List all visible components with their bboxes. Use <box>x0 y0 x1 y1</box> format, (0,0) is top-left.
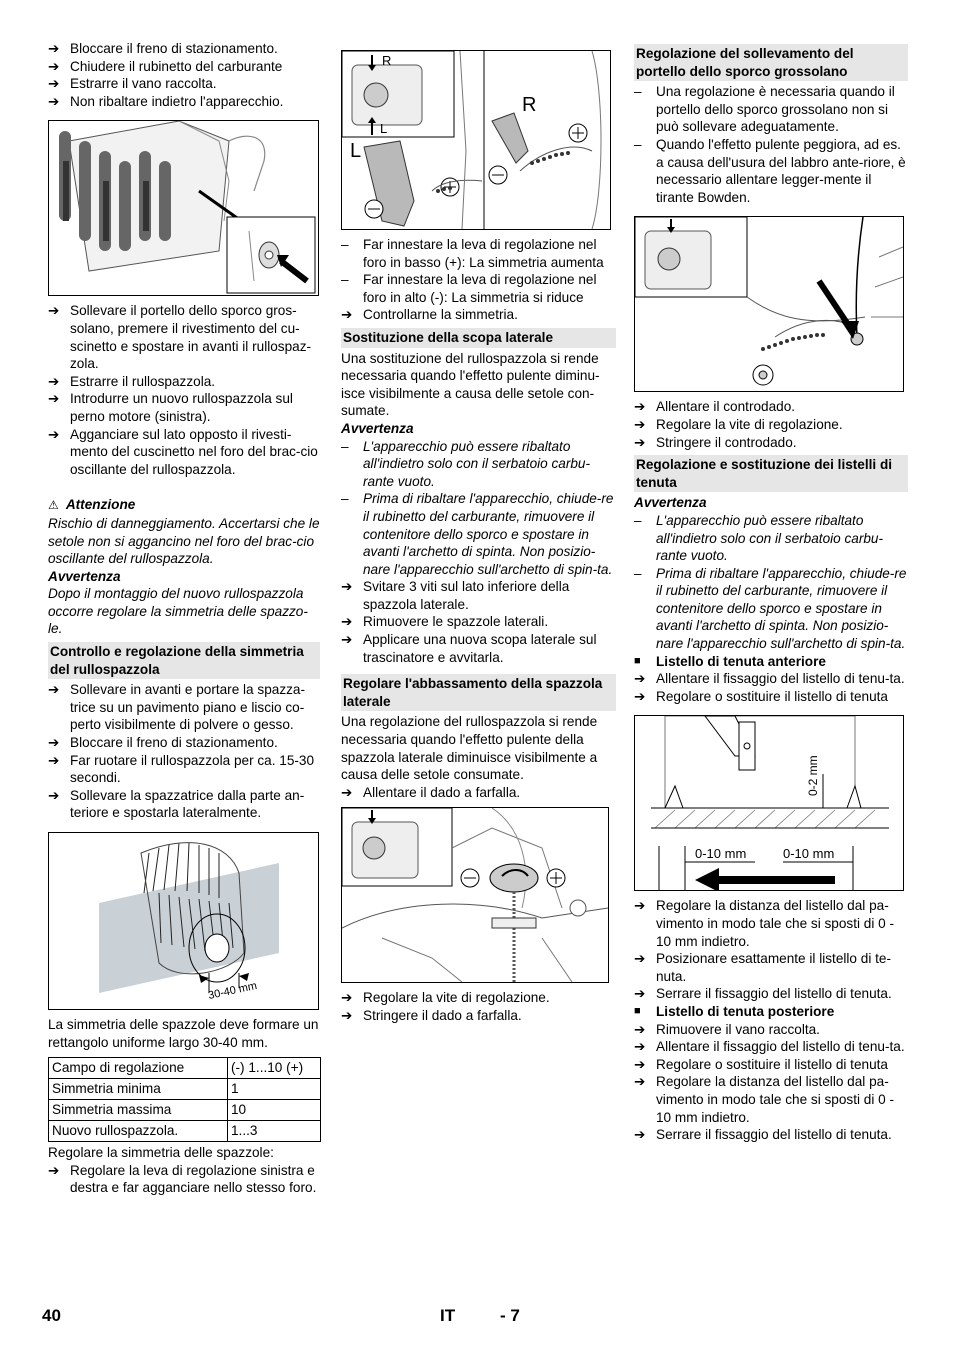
table-row: Nuovo rullospazzola. 1...3 <box>49 1121 321 1142</box>
arrow-icon: ➔ <box>48 303 60 319</box>
arrow-icon: ➔ <box>634 951 646 967</box>
arrow-icon: ➔ <box>634 671 646 687</box>
arrow-icon: ➔ <box>341 307 353 323</box>
figure-sealing-strip <box>634 715 904 891</box>
arrow-icon: ➔ <box>341 579 353 595</box>
section-heading: Sostituzione della scopa laterale <box>341 328 616 348</box>
figure-brush-symmetry <box>48 832 319 1010</box>
step-item: ➔ Regolare la leva di regolazione sinistra e destra e far agganciare nello stesso foro. <box>48 1162 317 1196</box>
arrow-icon: ➔ <box>48 41 60 56</box>
table-row: Campo di regolazione (-) 1...10 (+) <box>49 1058 321 1079</box>
arrow-icon: ➔ <box>48 93 60 109</box>
step-item: ➔ Rimuovere le spazzole laterali. <box>341 614 549 630</box>
dash-item: – Far innestare la leva di regolazione nel foro in basso (+): La simmetria aumenta <box>341 237 604 270</box>
arrow-icon: ➔ <box>341 1008 353 1023</box>
lever-label-l-large: L <box>350 140 362 162</box>
paragraph: La simmetria delle spazzole deve formare un rettangolo uniforme largo 30-40 mm. <box>48 1017 319 1050</box>
dash-item: – L'apparecchio può essere ribaltato all'indietro solo con il serbatoio carbu-rante vuoto. <box>634 512 884 564</box>
lever-label-l-small: L <box>380 121 388 136</box>
arrow-icon: ➔ <box>48 373 60 389</box>
step-item: ➔ Allentare il fissaggio del listello di tenu-ta. <box>634 1039 905 1055</box>
column-2 <box>341 40 616 1025</box>
arrow-icon: ➔ <box>341 632 353 648</box>
step-item: ➔ Allentare il dado a farfalla. <box>341 784 521 800</box>
arrow-icon: ➔ <box>341 784 353 800</box>
arrow-icon: ➔ <box>341 990 353 1006</box>
paragraph: Una sostituzione del rullospazzola si rende necessaria quando l'effetto pulente diminu-isce visibilmente a causa delle setole con-sumate. <box>341 350 600 419</box>
step-item: ➔ Regolare la distanza del listello dal pa-vimento in modo tale che si sposti di 0 - 10 mm indietro. <box>634 898 895 949</box>
arrow-icon: ➔ <box>634 434 646 450</box>
step-item: ➔ Regolare la vite di regolazione. <box>634 416 843 432</box>
front-offset-label: 0-10 mm <box>695 846 747 862</box>
dash-item: – Una regolazione è necessaria quando il portello dello sporco grossolano non si può sollevare adeguatamente. <box>634 84 895 135</box>
warning-text: Rischio di danneggiamento. Accertarsi che le setole non si aggancino nel foro del brac-cio oscillante del rullospazzola. <box>48 515 320 567</box>
rear-offset-label: 0-10 mm <box>783 846 835 862</box>
arrow-icon: ➔ <box>48 1162 60 1178</box>
step-item: ➔ Sollevare in avanti e portare la spazza-trice su un pavimento piano e liscio co-perto visibilmente di polvere o gesso. <box>48 682 305 733</box>
arrow-icon: ➔ <box>48 752 60 768</box>
arrow-icon: ➔ <box>48 426 60 442</box>
square-bullet-icon: ■ <box>634 654 641 667</box>
step-item: ➔ Controllarne la simmetria. <box>341 307 518 323</box>
arrow-icon: ➔ <box>48 787 60 803</box>
table-row: Simmetria minima 1 <box>49 1079 321 1100</box>
subheading-rear-strip: ■ Listello di tenuta posteriore <box>634 1004 835 1019</box>
step-item: ➔ Regolare la vite di regolazione. <box>341 990 550 1006</box>
arrow-icon: ➔ <box>634 688 646 704</box>
note-text: Dopo il montaggio del nuovo rullospazzola occorre regolare la simmetria delle spazzo-le. <box>48 586 308 637</box>
step-item: ➔ Bloccare il freno di stazionamento. <box>48 735 278 751</box>
arrow-icon: ➔ <box>48 76 60 92</box>
dash-item: – Prima di ribaltare l'apparecchio, chiude-re il rubinetto del carburante, rimuovere il contenitore dello sporco e spostare in avanti l'archetto di spinta. Non posizio-nare l'apparecchio sull'archetto di spin-ta. <box>634 565 907 652</box>
page-number: 40 <box>42 1306 61 1325</box>
figure-symmetry-levers <box>341 50 611 230</box>
arrow-icon: ➔ <box>48 391 60 407</box>
step-item: ➔ Regolare la distanza del listello dal pa-vimento in modo tale che si sposti di 0 - 10 mm indietro. <box>634 1074 895 1125</box>
square-bullet-icon: ■ <box>634 1005 641 1017</box>
step-item: ➔ Applicare una nuova scopa laterale sul trascinatore e avvitarla. <box>341 632 597 665</box>
language-code: IT <box>440 1306 456 1325</box>
arrow-icon: ➔ <box>634 1056 646 1072</box>
arrow-icon: ➔ <box>634 1021 646 1037</box>
figure-bowden-cable <box>634 216 904 392</box>
step-list-replace-roller <box>48 302 320 478</box>
dash-item: – Quando l'effetto pulente peggiora, ad es. a causa dell'usura del labbro ante-riore, è necessario allentare legger-mente il tirante Bowden. <box>634 136 906 205</box>
step-item: ➔ Chiudere il rubinetto del carburante <box>48 58 283 74</box>
arrow-icon: ➔ <box>634 898 646 914</box>
figure-side-brush-wingnut <box>341 807 609 983</box>
step-item: ➔ Posizionare esattamente il listello di te-nuta. <box>634 951 891 984</box>
step-item: ➔ Estrarre il rullospazzola. <box>48 373 216 389</box>
symmetry-width-label: 30-40 mm <box>207 979 259 1002</box>
floor-gap-label: 0-2 mm <box>806 755 820 797</box>
arrow-icon: ➔ <box>634 1127 646 1143</box>
step-item: ➔ Agganciare sul lato opposto il rivesti-mento del cuscinetto nel foro del brac-cio oscillante del rullospazzola. <box>48 426 318 477</box>
figure-roller-brush-removal <box>48 120 319 296</box>
step-item: ➔ Sollevare la spazzatrice dalla parte an-teriore e spostarla lateralmente. <box>48 787 305 821</box>
step-list-remove-tray <box>48 40 320 110</box>
section-heading: Regolare l'abbassamento della spazzola laterale <box>341 674 616 711</box>
arrow-icon: ➔ <box>48 735 60 751</box>
warning-icon: ⚠ <box>48 498 59 513</box>
step-item: ➔ Allentare il controdado. <box>634 399 796 415</box>
note-title: Avvertenza <box>634 495 707 511</box>
step-item: ➔ Stringere il dado a farfalla. <box>341 1008 522 1023</box>
step-item: ➔ Bloccare il freno di stazionamento. <box>48 41 278 56</box>
arrow-icon: ➔ <box>634 1039 646 1055</box>
note-title: Avvertenza <box>341 420 414 436</box>
paragraph: Una regolazione del rullospazzola si rende necessaria quando l'effetto pulente della spazzola laterale diminuisce visibilmente a causa delle setole consumate. <box>341 714 598 783</box>
step-item: ➔ Regolare o sostituire il listello di tenuta <box>634 688 888 704</box>
step-item: ➔ Serrare il fissaggio del listello di tenuta. <box>634 1127 892 1143</box>
table-row: Simmetria massima 10 <box>49 1100 321 1121</box>
dash-item: – L'apparecchio può essere ribaltato all'indietro solo con il serbatoio carbu-rante vuoto. <box>341 438 591 489</box>
arrow-icon: ➔ <box>634 1074 646 1090</box>
arrow-icon: ➔ <box>48 682 60 698</box>
lever-label-r-small: R <box>382 53 392 68</box>
step-item: ➔ Rimuovere il vano raccolta. <box>634 1021 820 1037</box>
arrow-icon: ➔ <box>634 416 646 432</box>
arrow-icon: ➔ <box>634 399 646 415</box>
step-item: ➔ Sollevare il portello dello sporco gros-solano, premere il rivestimento del cu-scinetto e spostare in avanti il rullospaz-zola. <box>48 303 312 372</box>
section-heading: Controllo e regolazione della simmetria del rullospazzola <box>48 642 320 679</box>
note-title: Avvertenza <box>48 568 121 584</box>
section-heading: Regolazione e sostituzione dei listelli di tenuta <box>634 455 908 492</box>
subheading-front-strip: ■ Listello di tenuta anteriore <box>634 653 826 669</box>
step-item: ➔ Far ruotare il rullospazzola per ca. 15-30 secondi. <box>48 752 315 786</box>
arrow-icon: ➔ <box>341 614 353 630</box>
step-item: ➔ Regolare o sostituire il listello di tenuta <box>634 1056 888 1072</box>
step-item: ➔ Estrarre il vano raccolta. <box>48 76 217 92</box>
step-item: ➔ Svitare 3 viti sul lato inferiore della spazzola laterale. <box>341 579 570 612</box>
paragraph: Regolare la simmetria delle spazzole: <box>48 1145 274 1161</box>
step-item: ➔ Non ribaltare indietro l'apparecchio. <box>48 93 284 109</box>
step-item: ➔ Stringere il controdado. <box>634 434 797 450</box>
section-heading: Regolazione del sollevamento del portello dello sporco grossolano <box>634 44 908 81</box>
step-item: ➔ Introdurre un nuovo rullospazzola sul perno motore (sinistra). <box>48 391 293 424</box>
step-list-check-symmetry <box>48 681 320 822</box>
adjustment-table <box>48 1057 321 1142</box>
arrow-icon: ➔ <box>48 58 60 74</box>
arrow-icon: ➔ <box>634 986 646 1002</box>
warning-title: ⚠ Attenzione <box>48 497 136 513</box>
step-item: ➔ Serrare il fissaggio del listello di tenuta. <box>634 986 892 1002</box>
dash-item: – Far innestare la leva di regolazione nel foro in alto (-): La simmetria si riduce <box>341 272 597 305</box>
sub-page-number: - 7 <box>500 1306 520 1325</box>
column-3 <box>634 40 908 1144</box>
column-1 <box>48 40 320 1197</box>
lever-label-r-large: R <box>522 94 537 116</box>
dash-item: – Prima di ribaltare l'apparecchio, chiude-re il rubinetto del carburante, rimuovere il contenitore dello sporco e spostare in avanti l'archetto di spinta. Non posizio-nare l'apparecchio sull'archetto di spin-ta. <box>341 491 614 577</box>
step-item: ➔ Allentare il fissaggio del listello di tenu-ta. <box>634 671 905 687</box>
